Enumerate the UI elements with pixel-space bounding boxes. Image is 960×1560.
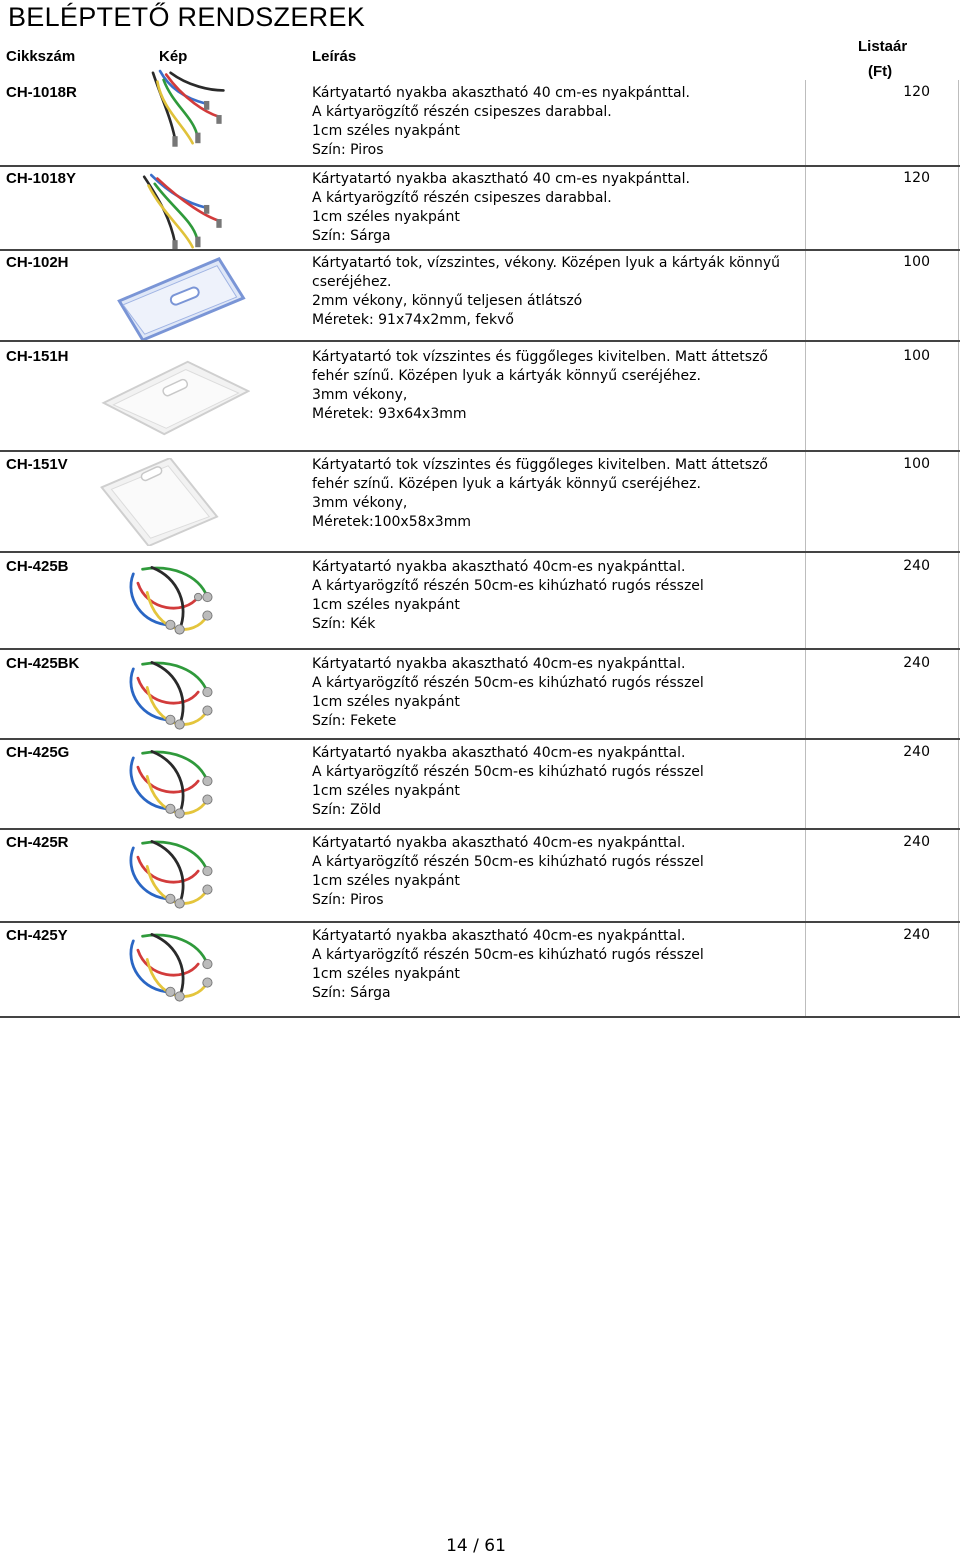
product-code: CH-151H <box>6 348 69 365</box>
product-price: 240 <box>903 927 930 943</box>
product-price: 240 <box>903 834 930 850</box>
column-header-image: Kép <box>159 48 188 65</box>
description-line: Kártyatartó nyakba akasztható 40cm-es nyakpánttal. <box>312 928 686 944</box>
row-divider <box>0 828 960 830</box>
description-line: A kártyarögzítő részén 50cm-es kihúzható rugós résszel <box>312 578 704 594</box>
page-number <box>0 1536 960 1556</box>
description-line: Kártyatartó nyakba akasztható 40 cm-es nyakpánttal. <box>312 85 690 101</box>
row-divider <box>0 1016 960 1018</box>
lanyard-reel-image <box>100 927 250 1015</box>
description-line: Szín: Kék <box>312 616 376 632</box>
product-description <box>312 170 802 246</box>
description-line: Kártyatartó nyakba akasztható 40cm-es nyakpánttal. <box>312 656 686 672</box>
product-description <box>312 927 802 1003</box>
description-line: 1cm széles nyakpánt <box>312 123 460 139</box>
row-divider <box>0 921 960 923</box>
blue-card-holder-image <box>100 254 250 342</box>
product-description <box>312 348 802 424</box>
product-description <box>312 456 802 532</box>
product-price: 120 <box>903 84 930 100</box>
column-header-price-unit: (Ft) <box>868 63 893 80</box>
description-line: A kártyarögzítő részén 50cm-es kihúzható rugós résszel <box>312 764 704 780</box>
row-divider <box>0 648 960 650</box>
description-line: 1cm széles nyakpánt <box>312 209 460 225</box>
description-line: Kártyatartó tok, vízszintes, vékony. Középen lyuk a kártyák könnyű <box>312 255 781 271</box>
description-line: 1cm széles nyakpánt <box>312 783 460 799</box>
description-line: Szín: Zöld <box>312 802 382 818</box>
product-price: 100 <box>903 456 930 472</box>
description-line: Kártyatartó tok vízszintes és függőleges kivitelben. Matt áttetsző <box>312 349 768 365</box>
description-line: 1cm széles nyakpánt <box>312 597 460 613</box>
lanyard-reel-image <box>100 655 250 743</box>
description-line: Méretek: 91x74x2mm, fekvő <box>312 312 514 328</box>
product-description <box>312 84 802 160</box>
description-line: A kártyarögzítő részén 50cm-es kihúzható rugós résszel <box>312 854 704 870</box>
description-line: 1cm széles nyakpánt <box>312 694 460 710</box>
column-header-description: Leírás <box>312 48 357 65</box>
description-line: Szín: Piros <box>312 892 384 908</box>
lanyard-reel-image <box>100 560 250 648</box>
lanyard-reel-image <box>100 744 250 832</box>
product-code: CH-1018R <box>6 84 77 101</box>
product-description <box>312 744 802 820</box>
product-code: CH-425Y <box>6 927 68 944</box>
product-description <box>312 254 802 330</box>
description-line: fehér színű. Középen lyuk a kártyák könnyű cseréjéhez. <box>312 368 701 384</box>
product-price: 120 <box>903 170 930 186</box>
description-line: Szín: Piros <box>312 142 384 158</box>
description-line: cseréjéhez. <box>312 274 392 290</box>
product-code: CH-425G <box>6 744 70 761</box>
clear-card-holder-vertical-image <box>100 458 250 546</box>
product-code: CH-425B <box>6 558 69 575</box>
description-line: A kártyarögzítő részén 50cm-es kihúzható rugós résszel <box>312 947 704 963</box>
lanyard-reel-image <box>100 834 250 922</box>
product-code: CH-425R <box>6 834 69 851</box>
description-line: Méretek:100x58x3mm <box>312 514 471 530</box>
description-line: Méretek: 93x64x3mm <box>312 406 467 422</box>
column-divider <box>805 80 806 1018</box>
description-line: A kártyarögzítő részén csipeszes darabbal. <box>312 190 612 206</box>
description-line: A kártyarögzítő részén 50cm-es kihúzható rugós résszel <box>312 675 704 691</box>
description-line: Kártyatartó nyakba akasztható 40 cm-es nyakpánttal. <box>312 171 690 187</box>
product-code: CH-102H <box>6 254 69 271</box>
product-price: 240 <box>903 744 930 760</box>
row-divider <box>0 450 960 452</box>
product-price: 240 <box>903 558 930 574</box>
row-divider <box>0 551 960 553</box>
column-header-code: Cikkszám <box>6 48 76 65</box>
description-line: Kártyatartó nyakba akasztható 40cm-es nyakpánttal. <box>312 559 686 575</box>
description-line: Kártyatartó nyakba akasztható 40cm-es nyakpánttal. <box>312 745 686 761</box>
row-divider <box>0 738 960 740</box>
description-line: 1cm széles nyakpánt <box>312 873 460 889</box>
row-divider <box>0 165 960 167</box>
lanyard-clip-image <box>100 64 250 152</box>
product-code: CH-1018Y <box>6 170 77 187</box>
product-price: 100 <box>903 254 930 270</box>
description-line: 3mm vékony, <box>312 387 408 403</box>
description-line: Szín: Sárga <box>312 985 391 1001</box>
row-divider <box>0 249 960 251</box>
product-description <box>312 558 802 634</box>
product-price: 100 <box>903 348 930 364</box>
product-code: CH-151V <box>6 456 68 473</box>
lanyard-clip-image <box>100 168 250 256</box>
page-number-text: 14 / 61 <box>446 1536 506 1556</box>
description-line: Kártyatartó tok vízszintes és függőleges kivitelben. Matt áttetsző <box>312 457 768 473</box>
product-price: 240 <box>903 655 930 671</box>
product-code: CH-425BK <box>6 655 80 672</box>
product-description <box>312 655 802 731</box>
description-line: Szín: Sárga <box>312 228 391 244</box>
description-line: Szín: Fekete <box>312 713 397 729</box>
description-line: 1cm széles nyakpánt <box>312 966 460 982</box>
description-line: 3mm vékony, <box>312 495 408 511</box>
description-line: fehér színű. Középen lyuk a kártyák könnyű cseréjéhez. <box>312 476 701 492</box>
table-edge <box>958 80 959 1018</box>
description-line: A kártyarögzítő részén csipeszes darabbal. <box>312 104 612 120</box>
clear-card-holder-horizontal-image <box>100 352 250 440</box>
description-line: Kártyatartó nyakba akasztható 40cm-es nyakpánttal. <box>312 835 686 851</box>
description-line: 2mm vékony, könnyű teljesen átlátszó <box>312 293 583 309</box>
column-header-price: Listaár <box>858 38 908 55</box>
product-description <box>312 834 802 910</box>
page-title: BELÉPTETŐ RENDSZEREK <box>8 2 366 32</box>
row-divider <box>0 340 960 342</box>
